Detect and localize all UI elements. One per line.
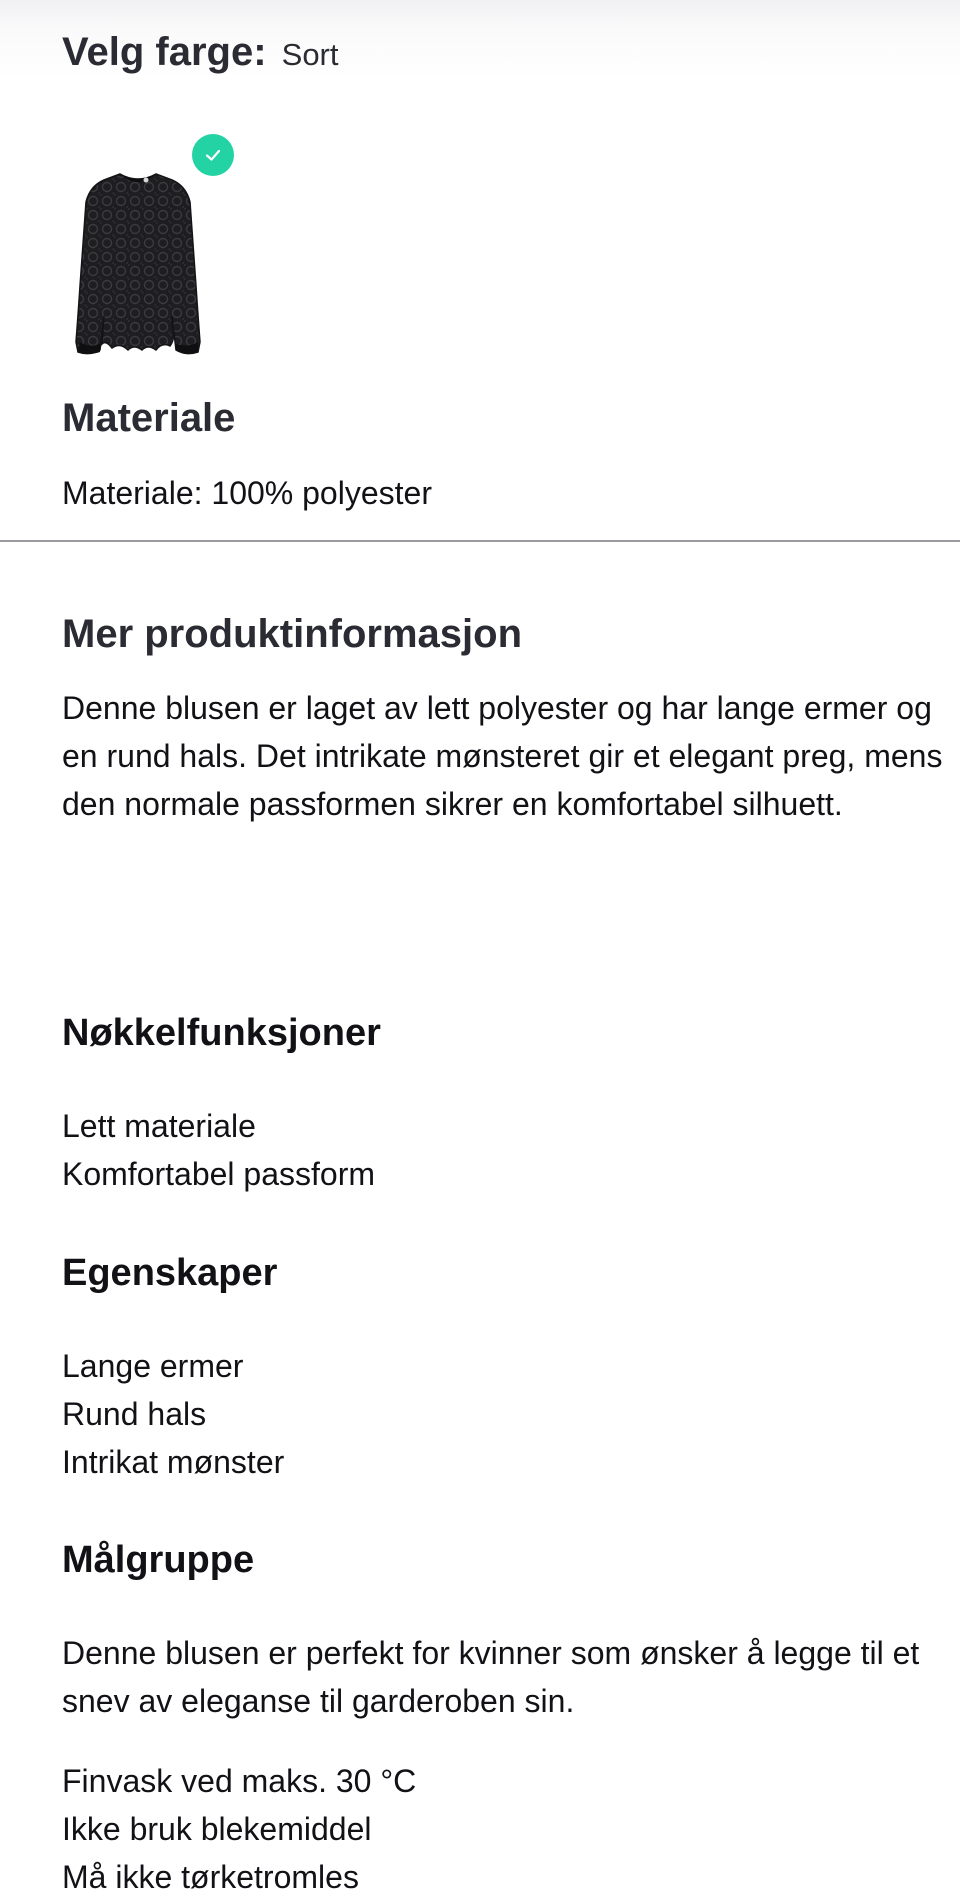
key-features-list: [62, 1102, 375, 1198]
list-item: Ikke bruk blekemiddel: [62, 1811, 372, 1847]
color-picker-title: [62, 28, 339, 79]
key-features-heading: Nøkkelfunksjoner: [62, 1012, 381, 1054]
color-swatch-sort[interactable]: [62, 130, 238, 366]
list-item: Intrikat mønster: [62, 1444, 285, 1480]
selected-check-badge: [192, 134, 234, 176]
target-group-heading: Målgruppe: [62, 1539, 255, 1581]
section-divider: [0, 540, 960, 542]
list-item: Komfortabel passform: [62, 1156, 376, 1192]
product-thumbnail: [72, 166, 204, 362]
material-heading: Materiale: [62, 396, 236, 440]
properties-heading: Egenskaper: [62, 1252, 278, 1294]
care-instructions-list: [62, 1757, 416, 1901]
properties-list: [62, 1342, 284, 1486]
list-item: Lett materiale: [62, 1108, 256, 1144]
list-item: Finvask ved maks. 30 °C: [62, 1763, 417, 1799]
list-item: Lange ermer: [62, 1348, 244, 1384]
material-text: Materiale: 100% polyester: [62, 475, 432, 511]
list-item: Rund hals: [62, 1396, 207, 1432]
checkmark-icon: [202, 144, 224, 166]
selected-color-value: Sort: [281, 37, 339, 72]
target-group-text: Denne blusen er perfekt for kvinner som ønsker å legge til et snev av eleganse til garderoben sin.: [62, 1635, 920, 1719]
color-picker-label: Velg farge:: [62, 30, 267, 74]
product-info-heading: Mer produktinformasjon: [62, 612, 523, 656]
list-item: Må ikke tørketromles: [62, 1859, 359, 1895]
product-description: Denne blusen er laget av lett polyester og har lange ermer og en rund hals. Det intrikate mønsteret gir et elegant preg, mens den normale passformen sikrer en komfortabel silhuett.: [62, 690, 943, 822]
